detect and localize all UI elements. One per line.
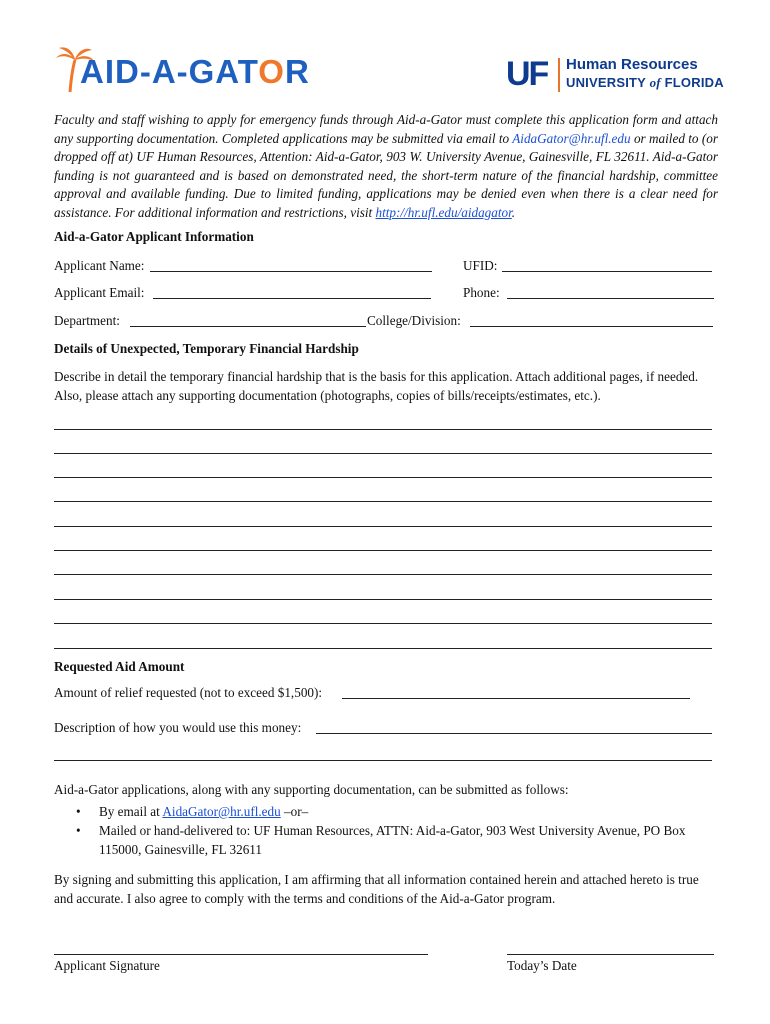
submission-email-link[interactable]: AidaGator@hr.ufl.edu — [162, 804, 281, 819]
hardship-instructions: Describe in detail the temporary financial hardship that is the basis for this application. Attach additional pages, if needed. Also, please attach any supporting documentation (photographs, copies of bills/receipts/estimates, etc.). — [54, 369, 699, 403]
use-field-line-2[interactable] — [54, 760, 712, 761]
use-field[interactable] — [316, 733, 712, 734]
phone-label: Phone: — [463, 285, 500, 300]
applicant-heading: Aid-a-Gator Applicant Information — [54, 229, 254, 244]
date-label: Today’s Date — [507, 958, 577, 973]
hardship-line[interactable] — [54, 526, 712, 527]
uf-university-suffix: FLORIDA — [664, 75, 724, 90]
applicant-email-field[interactable] — [153, 298, 431, 299]
amount-label: Amount of relief requested (not to exceed $1,500): — [54, 685, 323, 700]
hardship-heading: Details of Unexpected, Temporary Financial Hardship — [54, 341, 359, 356]
college-field[interactable] — [470, 326, 713, 327]
uf-university-prefix: UNIVERSITY — [566, 75, 646, 90]
submission-intro: Aid-a-Gator applications, along with any supporting documentation, can be submitted as follows: — [54, 782, 569, 797]
signature-field[interactable] — [54, 954, 428, 955]
hardship-line[interactable] — [54, 477, 712, 478]
ufid-label: UFID: — [463, 258, 498, 273]
bullet-dot-icon: • — [76, 804, 81, 819]
logo-wordmark: AID-A-GATOR — [80, 53, 310, 90]
hardship-line[interactable] — [54, 453, 712, 454]
aid-a-gator-logo — [54, 44, 314, 96]
use-label: Description of how you would use this money: — [54, 720, 302, 735]
bullet-2-text: Mailed or hand-delivered to: UF Human Resources, ATTN: Aid-a-Gator, 903 West University Avenue, PO Box 115000, Gainesville, FL 32611 — [99, 823, 686, 857]
department-field[interactable] — [130, 326, 366, 327]
intro-text-3: . — [511, 204, 516, 220]
applicant-email-label: Applicant Email: — [54, 285, 145, 300]
hardship-line[interactable] — [54, 599, 712, 600]
hardship-line[interactable] — [54, 574, 712, 575]
hardship-line[interactable] — [54, 501, 712, 502]
logo-divider — [558, 58, 560, 92]
department-label: Department: — [54, 313, 120, 328]
uf-department-name: Human Resources — [566, 56, 698, 73]
affirmation-paragraph: By signing and submitting this application, I am affirming that all information contained herein and attached hereto is true and accurate. I also agree to comply with the terms and conditions of the Aid-a-Gator program. — [54, 872, 699, 906]
submission-bullet-mail — [76, 822, 716, 859]
bullet-1-suffix: –or– — [280, 804, 309, 819]
intro-text-1: Faculty and staff wishing to apply for emergency funds through Aid-a-Gator must complete this application form and attach any supporting documentation. Completed applications may be submitted via email to — [54, 112, 718, 146]
uf-university-of: of — [649, 75, 661, 90]
uf-hr-logo — [506, 54, 724, 96]
bullet-1-prefix: By email at — [99, 804, 163, 819]
bullet-dot-icon: • — [76, 823, 81, 838]
applicant-name-field[interactable] — [150, 271, 432, 272]
ufid-field[interactable] — [502, 271, 712, 272]
applicant-name-label: Applicant Name: — [54, 258, 145, 273]
phone-field[interactable] — [507, 298, 714, 299]
intro-url-link[interactable]: http://hr.ufl.edu/aidagator — [375, 204, 512, 220]
submission-bullet-email — [76, 803, 716, 822]
intro-paragraph — [54, 111, 718, 222]
amount-field[interactable] — [342, 698, 690, 699]
intro-text-2: or mailed to (or dropped off at) UF Human Resources, Attention: Aid-a-Gator, 903 W. University Avenue, Gainesville, FL 32611. Aid-a-Gator funding is not guaranteed and is based on demonstrated need, the short-term nature of the financial hardship, committee approval and available funding. Due to limited funding, applications may be denied even when there is a clear need for assistance. For additional information and restrictions, visit — [54, 130, 718, 220]
uf-monogram: UF — [506, 55, 548, 93]
hardship-line[interactable] — [54, 550, 712, 551]
uf-university-name — [566, 75, 724, 91]
hardship-line[interactable] — [54, 623, 712, 624]
college-label: College/Division: — [367, 313, 461, 328]
hardship-line[interactable] — [54, 648, 712, 649]
aid-heading: Requested Aid Amount — [54, 659, 185, 674]
intro-email-link[interactable]: AidaGator@hr.ufl.edu — [512, 130, 631, 146]
hardship-line[interactable] — [54, 429, 712, 430]
signature-label: Applicant Signature — [54, 958, 160, 973]
date-field[interactable] — [507, 954, 714, 955]
